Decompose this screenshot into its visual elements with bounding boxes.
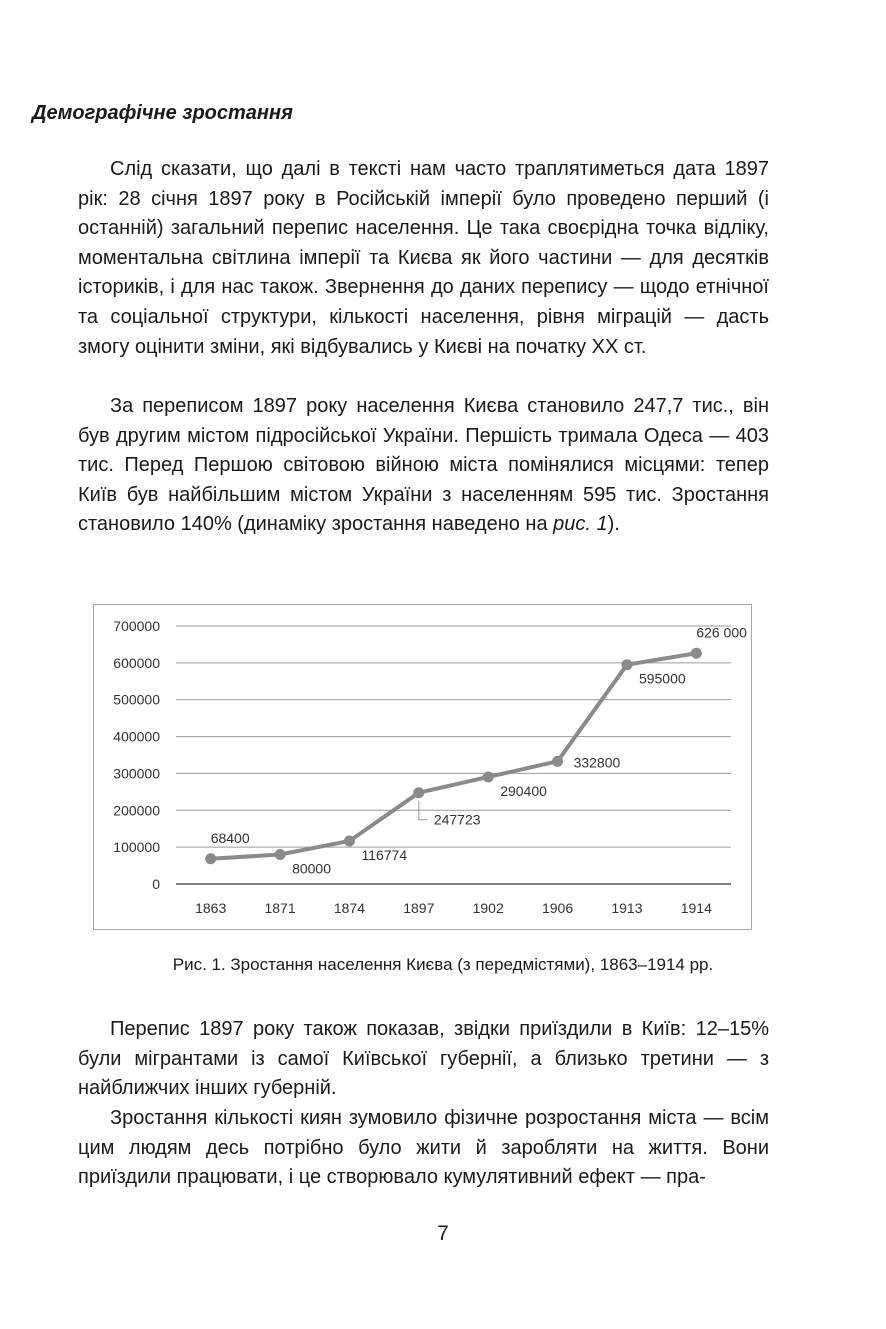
y-tick-label: 500000: [113, 691, 160, 708]
x-tick-label: 1902: [472, 900, 504, 916]
paragraph-1: Слід сказати, що далі в тексті нам часто траплятиметься дата 1897 рік: 28 січня 1897 року в Російській імперії було проведено перший (і останній) загальний перепис населення. Це така своєрідна точка відліку, моментальна світлина імперії та Києва як його частини — для десятків істориків, і для нас також. Звернення до даних перепису — щодо етнічної та соціальної структури, кількості населення, рівня міграцій — дасть змогу оцінити зміни, які відбувались у Києві на початку XX ст.: [78, 158, 769, 358]
paragraph-4: Зростання кількості киян зумовило фізичне розростання міста — всім цим людям десь потрібно було жити й заробляти на життя. Вони приїздили працювати, і це створювало кумулятивний ефект — пра-: [78, 1107, 769, 1189]
figure-reference[interactable]: рис. 1: [553, 513, 608, 536]
section-title: Демографічне зростання: [32, 102, 293, 124]
x-tick-label: 1871: [264, 900, 296, 916]
chart-x-tick-labels: [195, 900, 712, 916]
series-line: [211, 653, 697, 859]
data-label: 332800: [573, 754, 621, 771]
x-tick-label: 1913: [611, 900, 643, 916]
data-point: [205, 853, 216, 864]
y-tick-label: 700000: [113, 618, 160, 634]
paragraph-3: Перепис 1897 року також показав, звідки приїздили в Київ: 12–15% були мігрантами із самої Київської губернії, а близько третини — з найближчих інших губерній.: [78, 1018, 769, 1100]
data-label: 116774: [361, 846, 408, 863]
data-point: [552, 756, 563, 767]
x-tick-label: 1906: [541, 900, 574, 916]
population-line-chart: [93, 604, 752, 930]
y-tick-label: 200000: [113, 802, 160, 819]
chart-y-tick-labels: [113, 618, 160, 892]
paragraph-2-text: За переписом 1897 року населення Києва становило 247,7 тис., він був другим містом підросійської України. Першість тримала Одеса — 403 тис. Перед Першою світовою війною міста помінялися місцями: тепер Київ був найбільшим містом України з населенням 595 тис. Зростання становило 140% (динаміку зростання наведено на: [78, 395, 769, 536]
chart-data-points: [205, 648, 702, 865]
data-point: [691, 648, 702, 659]
y-tick-label: 300000: [113, 765, 160, 782]
data-point: [621, 659, 632, 670]
x-tick-label: 1914: [680, 900, 712, 916]
data-label: 595000: [638, 670, 686, 687]
y-tick-label: 400000: [113, 728, 160, 745]
chart-gridlines: [176, 626, 731, 884]
data-label: 68400: [210, 829, 250, 846]
x-tick-label: 1897: [403, 900, 435, 916]
y-tick-label: 600000: [113, 654, 160, 671]
chart-data-labels: [211, 624, 747, 876]
figure-caption: Рис. 1. Зростання населення Києва (з передмістями), 1863–1914 рр.: [172, 955, 714, 974]
chart-series-line: [211, 653, 697, 859]
data-label: 247723: [433, 811, 481, 828]
data-point: [483, 771, 494, 782]
data-point: [413, 787, 424, 798]
data-point: [275, 849, 286, 860]
data-label: 626 000: [696, 624, 747, 641]
x-tick-label: 1874: [333, 900, 366, 916]
y-tick-label: 0: [152, 876, 160, 892]
x-tick-label: 1863: [195, 900, 227, 916]
data-label: 290400: [500, 782, 547, 799]
paragraph-2: [78, 392, 769, 540]
paragraph-2-end: ).: [607, 513, 620, 536]
page-number: 7: [437, 1222, 449, 1245]
y-tick-label: 100000: [113, 839, 160, 856]
data-point: [344, 835, 355, 846]
data-label: 80000: [292, 860, 331, 877]
